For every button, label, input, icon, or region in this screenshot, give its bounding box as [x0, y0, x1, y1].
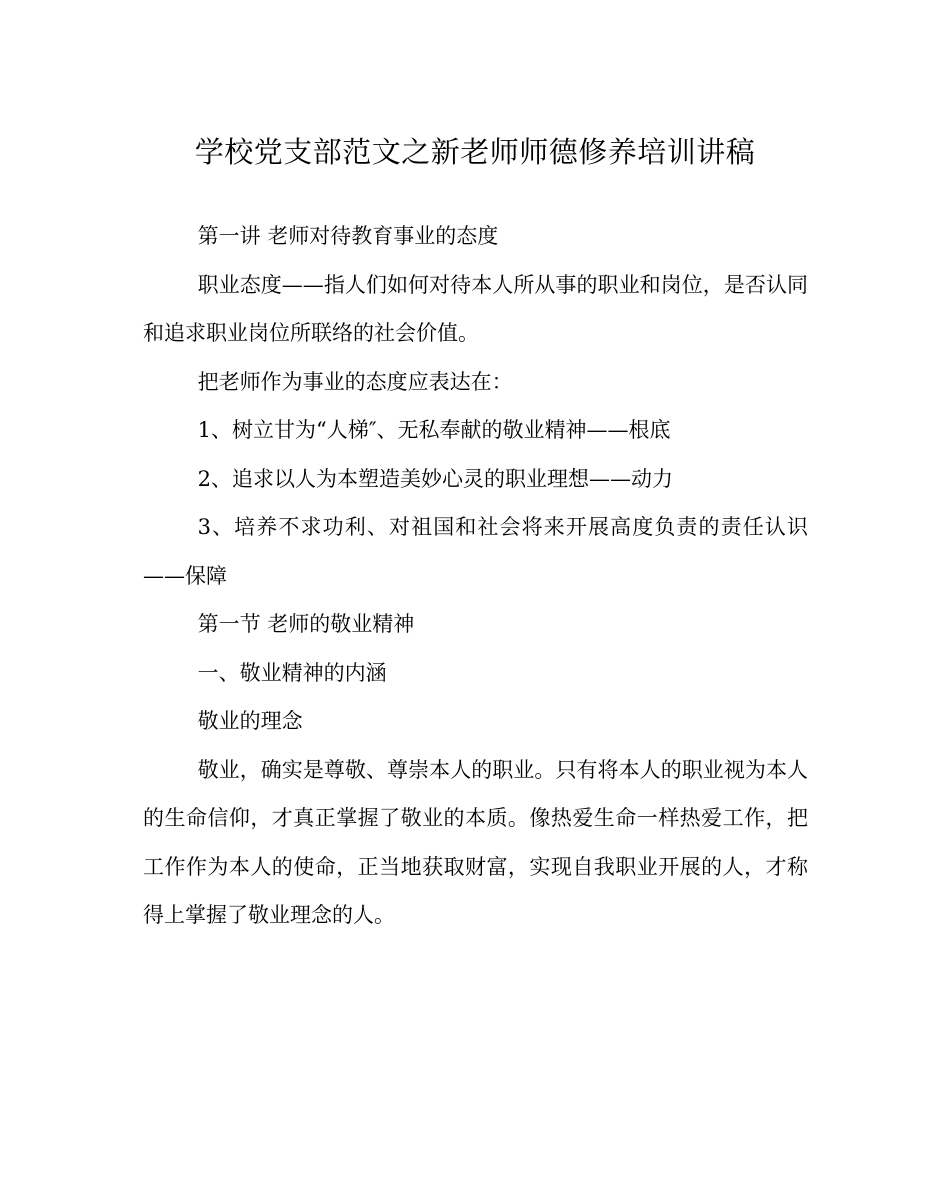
section-heading: 第一节 老师的敬业精神: [197, 612, 415, 636]
paragraph-attitude-definition: 职业态度——指人们如何对待本人所从事的职业和岗位，是否认同和追求职业岗位所联络的社会价值。: [143, 272, 808, 345]
document-title: 学校党支部范文之新老师师德修养培训讲稿: [194, 135, 756, 169]
list-item-1: 1、树立甘为“人梯″、无私奉献的敬业精神——根底: [197, 418, 671, 442]
concept-heading: 敬业的理念: [197, 709, 303, 733]
paragraph-attitude-expression: 把老师作为事业的态度应表达在：: [197, 369, 513, 394]
paragraph-concept-body: 敬业，确实是尊敬、尊崇本人的职业。只有将本人的职业视为本人的生命信仰，才真正掌握了敬业的本质。像热爱生命一样热爱工作，把工作作为本人的使命，正当地获取财富，实现自我职业开展的人，才称得上掌握了敬业理念的人。: [143, 757, 808, 927]
document-body: [143, 212, 808, 940]
subsection-heading: 一、敬业精神的内涵: [197, 660, 387, 685]
list-item-2: 2、追求以人为本塑造美妙心灵的职业理想——动力: [197, 466, 673, 491]
list-item-3: 3、培养不求功利、对祖国和社会将来开展高度负责的责任认识——保障: [143, 515, 808, 588]
paragraph-lecture-heading: 第一讲 老师对待教育事业的态度: [197, 224, 499, 248]
